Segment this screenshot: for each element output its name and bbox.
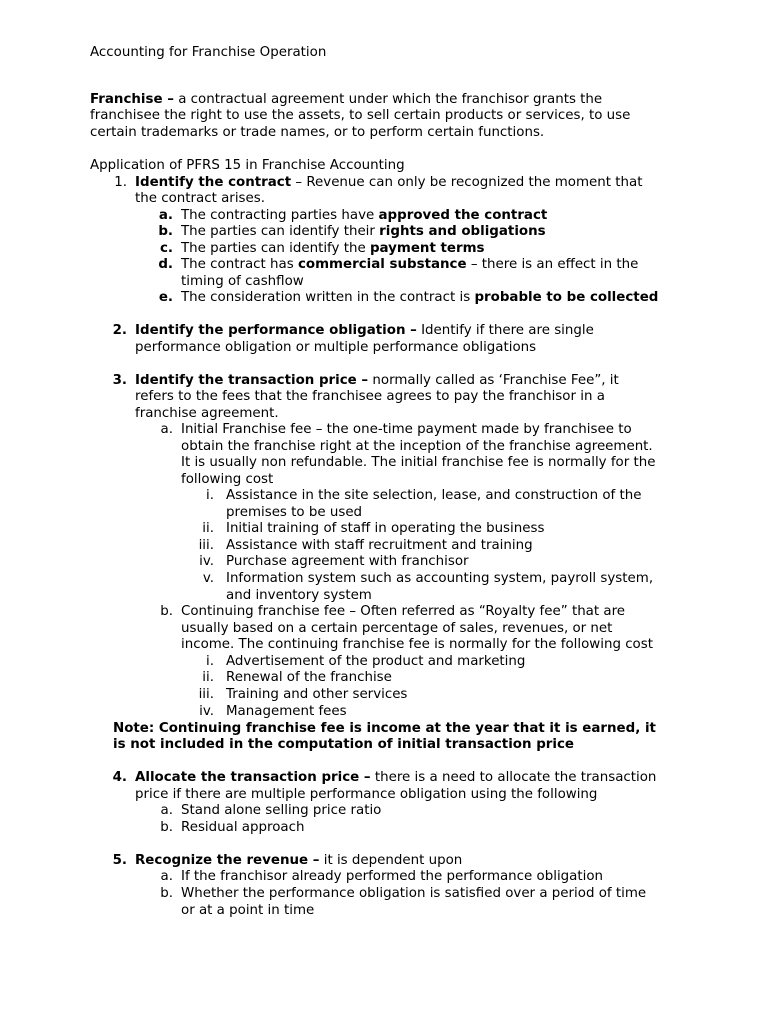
list-item: The consideration written in the contract is probable to be collected — [181, 290, 659, 305]
item-letter: b. — [160, 886, 173, 901]
step3-text: franchise agreement. — [135, 406, 279, 421]
definition-line-1: Franchise – a contractual agreement under which the franchisor grants the — [90, 92, 603, 107]
item-roman: v. — [202, 571, 214, 586]
list-item-continued: income. The continuing franchise fee is normally for the following cost — [181, 637, 653, 652]
list-item-continued: obtain the franchise right at the inception of the franchise agreement. — [181, 439, 653, 454]
list-item-continued: and inventory system — [226, 588, 372, 603]
step1-heading: Identify the contract – Revenue can only be recognized the moment that — [135, 175, 643, 190]
list-item: The parties can identify their rights and obligations — [181, 224, 546, 239]
step3-heading: Identify the transaction price – normally called as ‘Franchise Fee”, it — [135, 373, 619, 388]
item-roman: iv. — [199, 704, 214, 719]
list-item: Information system such as accounting system, payroll system, — [226, 571, 654, 586]
list-item: Purchase agreement with franchisor — [226, 554, 469, 569]
step2-heading: Identify the performance obligation – Identify if there are single — [135, 323, 594, 338]
list-item: The contracting parties have approved the contract — [181, 208, 548, 223]
step4-heading: Allocate the transaction price – there is a need to allocate the transaction — [135, 770, 657, 785]
item-letter: b. — [160, 820, 173, 835]
list-item: If the franchisor already performed the performance obligation — [181, 869, 604, 884]
list-item: Initial Franchise fee – the one-time payment made by franchisee to — [181, 422, 632, 437]
list-item: Management fees — [226, 704, 347, 719]
item-roman: iii. — [198, 687, 214, 702]
step-number: 1. — [114, 175, 127, 190]
list-item: Advertisement of the product and marketing — [226, 654, 526, 669]
note-text-continued: is not included in the computation of initial transaction price — [113, 737, 574, 752]
note-text: Note: Continuing franchise fee is income at the year that it is earned, it — [113, 721, 656, 736]
list-item: Initial training of staff in operating the business — [226, 521, 545, 536]
step3-text: refers to the fees that the franchisee agrees to pay the franchisor in a — [135, 389, 605, 404]
item-letter: a. — [160, 422, 173, 437]
document-title: Accounting for Franchise Operation — [90, 45, 327, 60]
item-roman: ii. — [202, 670, 214, 685]
item-letter: c. — [159, 241, 173, 256]
step2-text: performance obligation or multiple performance obligations — [135, 340, 537, 355]
list-item: Residual approach — [181, 820, 305, 835]
item-letter: a. — [160, 869, 173, 884]
list-item-continued: It is usually non refundable. The initial franchise fee is normally for the — [181, 455, 656, 470]
list-item: Stand alone selling price ratio — [181, 803, 382, 818]
list-item: Assistance with staff recruitment and training — [226, 538, 533, 553]
list-item-continued: timing of cashflow — [181, 274, 304, 289]
list-item: Continuing franchise fee – Often referred as “Royalty fee” that are — [181, 604, 626, 619]
item-letter: d. — [158, 257, 173, 272]
item-letter: a. — [160, 803, 173, 818]
step-number: 4. — [112, 770, 127, 785]
item-roman: iii. — [198, 538, 214, 553]
step-number: 3. — [112, 373, 127, 388]
step5-heading: Recognize the revenue – it is dependent upon — [135, 853, 463, 868]
list-item: The parties can identify the payment terms — [181, 241, 485, 256]
item-roman: iv. — [199, 554, 214, 569]
list-item-continued: or at a point in time — [181, 903, 315, 918]
list-item: Whether the performance obligation is satisfied over a period of time — [181, 886, 647, 901]
item-roman: i. — [206, 654, 214, 669]
definition-term: Franchise – — [90, 92, 174, 107]
step-number: 5. — [112, 853, 127, 868]
definition-line-3: certain trademarks or trade names, or to perform certain functions. — [90, 125, 545, 140]
list-item: The contract has commercial substance – there is an effect in the — [181, 257, 639, 272]
list-item-continued: following cost — [181, 472, 274, 487]
step1-text: the contract arises. — [135, 191, 265, 206]
list-item: Assistance in the site selection, lease, and construction of the — [226, 488, 642, 503]
list-item: Renewal of the franchise — [226, 670, 392, 685]
step-number: 2. — [112, 323, 127, 338]
item-roman: i. — [206, 488, 214, 503]
item-letter: e. — [158, 290, 173, 305]
step4-text: price if there are multiple performance obligation using the following — [135, 787, 598, 802]
item-letter: b. — [160, 604, 173, 619]
list-item-continued: usually based on a certain percentage of sales, revenues, or net — [181, 621, 613, 636]
section-heading: Application of PFRS 15 in Franchise Accounting — [90, 158, 405, 173]
definition-line-2: franchisee the right to use the assets, to sell certain products or services, to use — [90, 108, 631, 123]
list-item-continued: premises to be used — [226, 505, 363, 520]
item-letter: a. — [158, 208, 173, 223]
item-roman: ii. — [202, 521, 214, 536]
item-letter: b. — [158, 224, 173, 239]
list-item: Training and other services — [226, 687, 408, 702]
